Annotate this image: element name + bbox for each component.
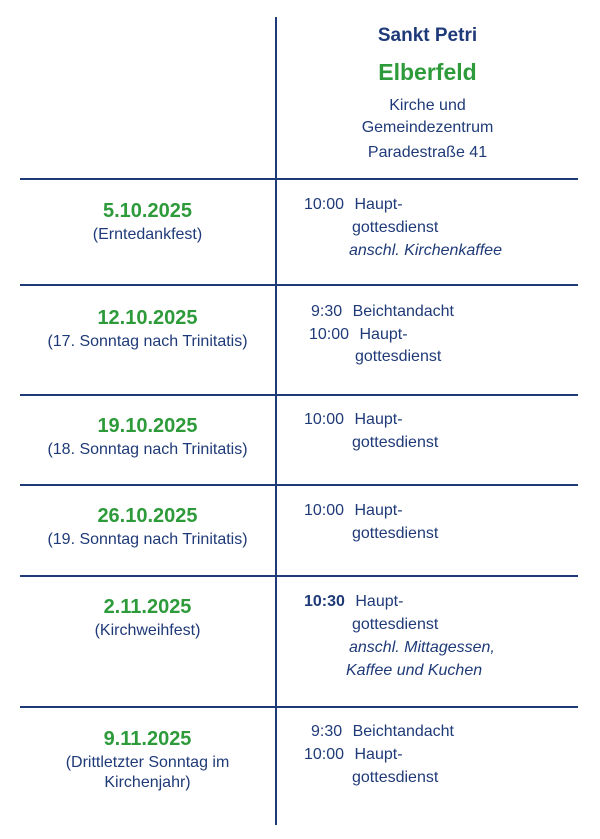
row-divider bbox=[20, 575, 578, 577]
service-title-cont: gottesdienst bbox=[352, 769, 439, 786]
service-date: 26.10.2025 bbox=[97, 505, 198, 527]
service-title: Haupt- bbox=[359, 326, 408, 343]
row-divider bbox=[20, 178, 578, 180]
service-time: 10:00 bbox=[304, 502, 345, 519]
service-title-cont: gottesdienst bbox=[352, 525, 439, 542]
service-entry bbox=[304, 196, 403, 214]
service-date-row bbox=[20, 728, 275, 792]
service-title: Haupt- bbox=[354, 502, 403, 519]
service-note: Kaffee und Kuchen bbox=[346, 662, 483, 679]
service-date: 5.10.2025 bbox=[103, 200, 192, 222]
service-title: Beichtandacht bbox=[352, 723, 454, 740]
location-line-2: Gemeindezentrum bbox=[361, 119, 494, 136]
service-note: anschl. Kirchenkaffee bbox=[349, 242, 502, 259]
occasion: (19. Sonntag nach Trinitatis) bbox=[47, 531, 248, 548]
occasion: (Kirchweihfest) bbox=[94, 622, 201, 639]
service-entry bbox=[304, 502, 403, 520]
service-date: 19.10.2025 bbox=[97, 415, 198, 437]
church-name: Sankt Petri bbox=[377, 25, 478, 46]
occasion: (17. Sonntag nach Trinitatis) bbox=[47, 333, 248, 350]
service-date-row bbox=[20, 200, 275, 244]
row-divider bbox=[20, 394, 578, 396]
service-title-cont: gottesdienst bbox=[355, 348, 442, 365]
occasion: (18. Sonntag nach Trinitatis) bbox=[47, 441, 248, 458]
row-divider bbox=[20, 706, 578, 708]
service-title: Haupt- bbox=[354, 411, 403, 428]
service-date: 12.10.2025 bbox=[97, 307, 198, 329]
row-divider bbox=[20, 284, 578, 286]
service-time: 9:30 bbox=[311, 303, 343, 320]
service-time: 10:00 bbox=[304, 411, 345, 428]
service-date-row bbox=[20, 415, 275, 459]
row-divider bbox=[20, 484, 578, 486]
service-title-cont: gottesdienst bbox=[352, 434, 439, 451]
service-title: Beichtandacht bbox=[352, 303, 454, 320]
service-entry bbox=[304, 593, 403, 611]
location-address: Paradestraße 41 bbox=[367, 144, 488, 161]
service-date: 9.11.2025 bbox=[103, 728, 192, 750]
location-line-1: Kirche und bbox=[389, 97, 466, 114]
service-entry bbox=[311, 303, 454, 321]
occasion: (Erntedankfest) bbox=[92, 226, 203, 243]
service-date-row bbox=[20, 505, 275, 549]
service-entry bbox=[304, 746, 403, 764]
occasion: (Drittletzter Sonntag im bbox=[65, 754, 230, 771]
service-time: 10:00 bbox=[309, 326, 350, 343]
church-city: Elberfeld bbox=[378, 59, 477, 85]
service-time: 9:30 bbox=[311, 723, 343, 740]
service-time: 10:30 bbox=[304, 593, 345, 610]
service-title-cont: gottesdienst bbox=[352, 616, 439, 633]
service-date: 2.11.2025 bbox=[103, 596, 192, 618]
service-time: 10:00 bbox=[304, 746, 345, 763]
column-divider bbox=[275, 17, 277, 825]
service-date-row bbox=[20, 596, 275, 640]
service-date-row bbox=[20, 307, 275, 351]
service-note: anschl. Mittagessen, bbox=[349, 639, 495, 656]
service-title: Haupt- bbox=[355, 593, 404, 610]
service-time: 10:00 bbox=[304, 196, 345, 213]
service-title-cont: gottesdienst bbox=[352, 219, 439, 236]
service-entry bbox=[311, 723, 454, 741]
service-entry bbox=[309, 326, 408, 344]
occasion: Kirchenjahr) bbox=[104, 774, 191, 791]
service-title: Haupt- bbox=[354, 196, 403, 213]
service-title: Haupt- bbox=[354, 746, 403, 763]
service-entry bbox=[304, 411, 403, 429]
